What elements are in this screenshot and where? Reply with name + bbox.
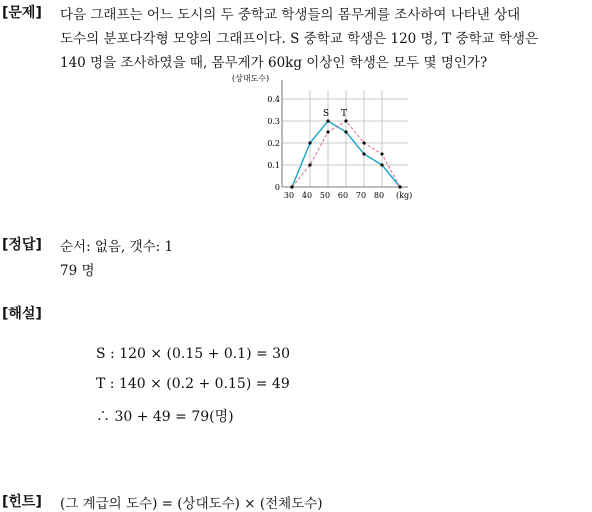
x-tick-label: 70 [355, 191, 367, 200]
y-axis-label: (상대도수) [232, 74, 270, 83]
explanation-line-1: S : 120 × (0.15 + 0.1) = 30 [96, 346, 290, 362]
data-point-S [326, 119, 329, 122]
x-tick-label: 40 [301, 191, 313, 200]
data-point-S [380, 163, 383, 166]
explanation-label: [해설] [2, 306, 42, 322]
hint-label: [힌트] [2, 494, 42, 510]
data-point-T [380, 152, 383, 155]
data-point-T [326, 130, 329, 133]
y-tick-label: 0.3 [267, 117, 280, 126]
series-label-S: S [322, 109, 330, 119]
data-point-T [362, 141, 365, 144]
data-point-S [362, 152, 365, 155]
hint-text: (그 계급의 도수) = (상대도수) × (전체도수) [60, 496, 323, 512]
x-tick-label: 50 [319, 191, 331, 200]
data-point-T [344, 119, 347, 122]
x-tick-label: 30 [283, 191, 295, 200]
x-tick-label: 60 [337, 191, 349, 200]
problem-line-2: 도수의 분포다각형 모양의 그래프이다. S 중학교 학생은 120 명, T 중학교 학생은 [60, 31, 538, 47]
data-point-T [290, 185, 293, 188]
y-tick-label: 0.4 [267, 95, 280, 104]
explanation-line-3: ∴ 30 + 49 = 79(명) [96, 409, 234, 425]
data-point-T [308, 163, 311, 166]
problem-line-1: 다음 그래프는 어느 도시의 두 중학교 학생들의 몸무게를 조사하여 나타낸 상대 [60, 7, 521, 23]
explanation-line-2: T : 140 × (0.2 + 0.15) = 49 [96, 376, 290, 392]
data-point-S [344, 130, 347, 133]
series-label-T: T [340, 109, 348, 119]
relative-frequency-polygon-chart [228, 72, 428, 202]
data-point-T [398, 185, 401, 188]
problem-line-3: 140 명을 조사하였을 때, 몸무게가 60kg 이상인 학생은 모두 몇 명인가? [60, 55, 488, 71]
answer-label: [정답] [2, 237, 42, 253]
data-point-S [308, 141, 311, 144]
y-tick-label: 0.1 [267, 161, 280, 170]
answer-line-2: 79 명 [60, 263, 95, 279]
y-tick-label: 0.2 [267, 139, 280, 148]
answer-line-1: 순서: 없음, 갯수: 1 [60, 239, 174, 255]
problem-label: [문제] [2, 5, 42, 21]
x-tick-label: 80 [373, 191, 385, 200]
y-tick-label: 0 [274, 183, 280, 192]
x-axis-label: (kg) [396, 191, 413, 200]
